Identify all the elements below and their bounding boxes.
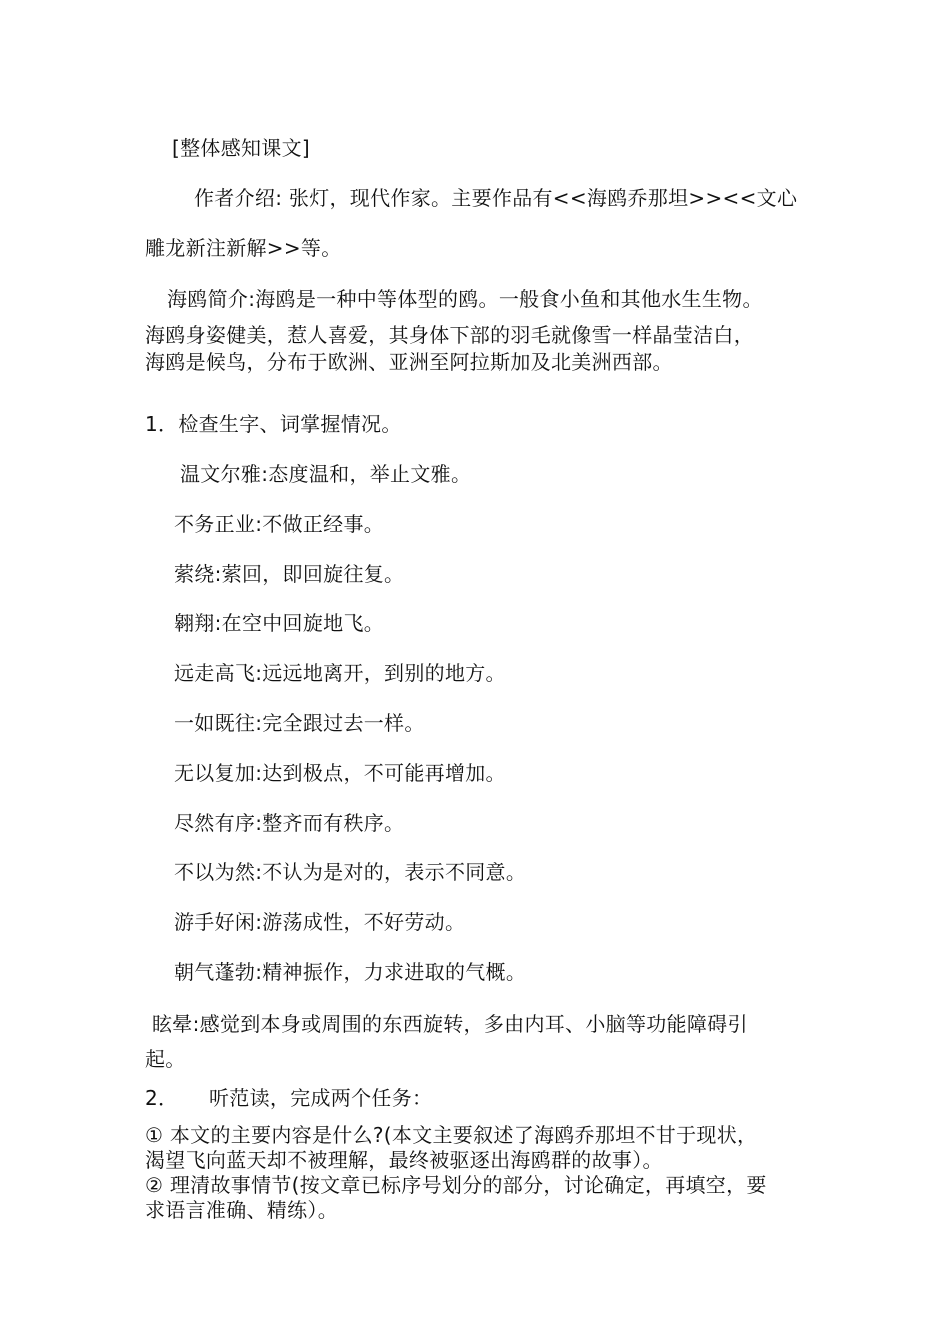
task-2-line-1: ② 理清故事情节(按文章已标序号划分的部分，讨论确定，再填空，要 (145, 1173, 767, 1197)
vocab-item: 朝气蓬勃:精神振作，力求进取的气概。 (174, 960, 527, 984)
vocab-dizzy-line-2: 起。 (145, 1047, 186, 1071)
vocab-item: 萦绕:萦回，即回旋往复。 (174, 562, 405, 586)
task-1-line-1: ① 本文的主要内容是什么?(本文主要叙述了海鸥乔那坦不甘于现状， (145, 1123, 758, 1147)
vocab-item: 无以复加:达到极点，不可能再增加。 (174, 761, 506, 785)
vocab-item: 不务正业:不做正经事。 (174, 512, 385, 536)
section-heading: [整体感知课文] (172, 136, 311, 160)
section-2-number: 2． (145, 1086, 179, 1110)
vocab-dizzy-line-1: 眩晕:感觉到本身或周围的东西旋转，多由内耳、小脑等功能障碍引 (152, 1012, 748, 1036)
vocab-item: 不以为然:不认为是对的，表示不同意。 (174, 860, 527, 884)
vocab-item: 翱翔:在空中回旋地飞。 (174, 611, 385, 635)
vocab-item: 远走高飞:远远地离开，到别的地方。 (174, 661, 506, 685)
section-1-title: 1．检查生字、词掌握情况。 (145, 412, 402, 436)
task-2-line-2: 求语言准确、精练）。 (145, 1198, 338, 1222)
author-intro-line-2: 雕龙新注新解>>等。 (145, 236, 342, 260)
section-2-title: 听范读，完成两个任务： (209, 1086, 433, 1110)
vocab-item: 温文尔雅:态度温和，举止文雅。 (180, 462, 472, 486)
author-intro-line-1: 作者介绍: 张灯，现代作家。主要作品有<<海鸥乔那坦>><<文心 (194, 186, 798, 210)
gull-intro-line-2: 海鸥身姿健美，惹人喜爱，其身体下部的羽毛就像雪一样晶莹洁白， (145, 323, 754, 347)
vocab-item: 一如既往:完全跟过去一样。 (174, 711, 425, 735)
gull-intro-line-3: 海鸥是候鸟，分布于欧洲、亚洲至阿拉斯加及北美洲西部。 (145, 350, 673, 374)
gull-intro-line-1: 海鸥简介:海鸥是一种中等体型的鸥。一般食小鱼和其他水生生物。 (167, 287, 763, 311)
task-1-line-2: 渴望飞向蓝天却不被理解，最终被驱逐出海鸥群的故事）。 (145, 1148, 663, 1172)
vocab-item: 尽然有序:整齐而有秩序。 (174, 811, 405, 835)
vocab-item: 游手好闲:游荡成性，不好劳动。 (174, 910, 466, 934)
